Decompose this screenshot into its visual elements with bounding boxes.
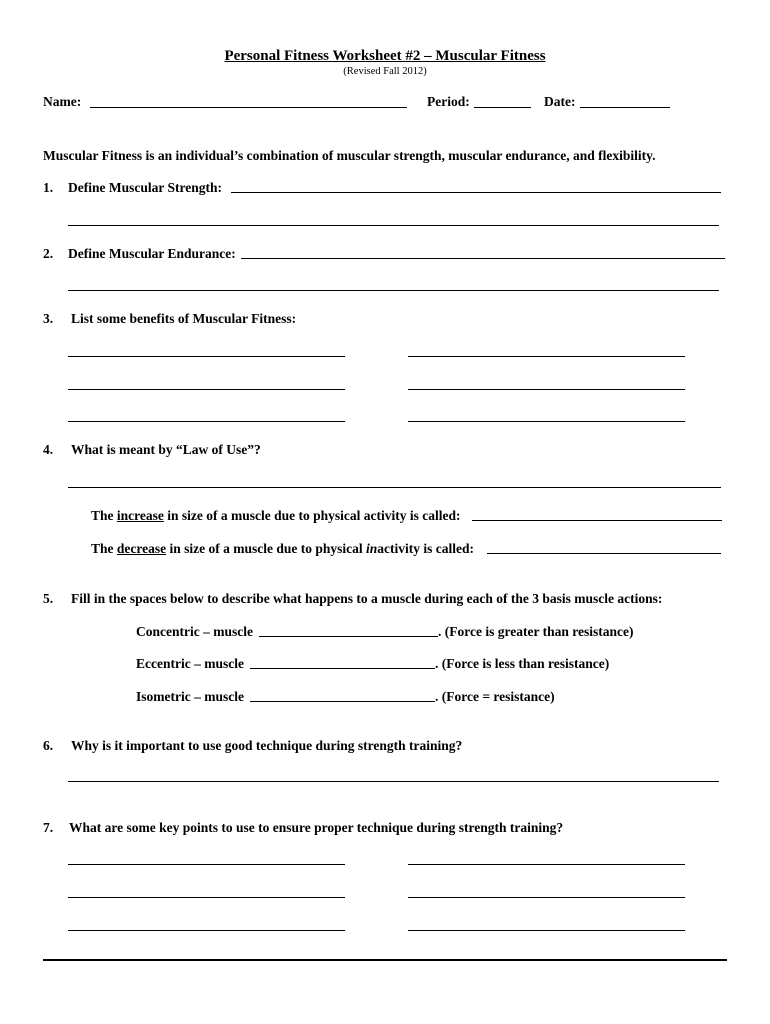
q5-isometric-note: . (Force = resistance) bbox=[435, 689, 555, 704]
q3-answer-line[interactable] bbox=[68, 389, 345, 390]
q5-concentric-note: . (Force is greater than resistance) bbox=[438, 624, 634, 639]
q3-answer-line[interactable] bbox=[408, 389, 685, 390]
q5-concentric-answer-line[interactable] bbox=[259, 636, 438, 637]
q2-answer-line[interactable] bbox=[241, 258, 725, 259]
q4-increase-answer-line[interactable] bbox=[472, 520, 722, 521]
date-field[interactable] bbox=[580, 107, 670, 108]
q4-increase-word: increase bbox=[116, 508, 164, 523]
q2-number: 2. bbox=[43, 246, 54, 261]
q4-decrease-mid: in size of a muscle due to physical bbox=[166, 541, 367, 556]
q6-number: 6. bbox=[43, 738, 54, 753]
q1-number: 1. bbox=[43, 180, 54, 195]
intro-text: Muscular Fitness is an individual’s combination of muscular strength, muscular endurance, and flexibility. bbox=[43, 148, 656, 163]
worksheet-title: Personal Fitness Worksheet #2 – Muscular Fitness bbox=[224, 48, 546, 64]
q7-answer-line[interactable] bbox=[408, 897, 685, 898]
q7-answer-line[interactable] bbox=[68, 930, 345, 931]
q7-text: What are some key points to use to ensure proper technique during strength training? bbox=[69, 820, 564, 835]
q4-increase-prompt bbox=[91, 508, 461, 524]
q6-text: Why is it important to use good technique during strength training? bbox=[71, 738, 463, 753]
q7-answer-line[interactable] bbox=[68, 897, 345, 898]
q2-text: Define Muscular Endurance: bbox=[68, 246, 236, 261]
q2-answer-line[interactable] bbox=[68, 290, 719, 291]
q1-text: Define Muscular Strength: bbox=[68, 180, 222, 195]
q4-decrease-in: in bbox=[366, 541, 378, 556]
name-label: Name: bbox=[43, 94, 82, 109]
q1-answer-line[interactable] bbox=[68, 225, 719, 226]
q3-answer-line[interactable] bbox=[408, 356, 685, 357]
q3-text: List some benefits of Muscular Fitness: bbox=[71, 311, 297, 326]
q3-answer-line[interactable] bbox=[68, 356, 345, 357]
q4-decrease-prompt bbox=[91, 541, 474, 557]
q4-decrease-answer-line[interactable] bbox=[487, 553, 721, 554]
q5-eccentric-answer-line[interactable] bbox=[250, 668, 435, 669]
q3-answer-line[interactable] bbox=[408, 421, 685, 422]
q4-decrease-post: activity is called: bbox=[377, 541, 475, 556]
q7-number: 7. bbox=[43, 820, 54, 835]
q5-concentric-label: Concentric – muscle bbox=[136, 624, 253, 639]
q5-eccentric-note: . (Force is less than resistance) bbox=[435, 656, 610, 671]
q1-answer-line[interactable] bbox=[231, 192, 721, 193]
q5-number: 5. bbox=[43, 591, 54, 606]
q5-text: Fill in the spaces below to describe what happens to a muscle during each of the 3 basis muscle actions: bbox=[71, 591, 663, 606]
footer-divider bbox=[43, 959, 727, 961]
q4-increase-post: in size of a muscle due to physical activity is called: bbox=[163, 508, 461, 523]
worksheet-subtitle: (Revised Fall 2012) bbox=[343, 66, 427, 77]
q3-number: 3. bbox=[43, 311, 54, 326]
period-label: Period: bbox=[427, 94, 470, 109]
q7-answer-line[interactable] bbox=[408, 864, 685, 865]
q4-decrease-word: decrease bbox=[116, 541, 167, 556]
q6-answer-line[interactable] bbox=[68, 781, 719, 782]
q5-eccentric-label: Eccentric – muscle bbox=[136, 656, 244, 671]
q4-text: What is meant by “Law of Use”? bbox=[71, 442, 261, 457]
q5-isometric-label: Isometric – muscle bbox=[136, 689, 244, 704]
q4-number: 4. bbox=[43, 442, 54, 457]
q4-decrease-pre: The bbox=[91, 541, 117, 556]
q7-answer-line[interactable] bbox=[68, 864, 345, 865]
q3-answer-line[interactable] bbox=[68, 421, 345, 422]
q5-isometric-answer-line[interactable] bbox=[250, 701, 435, 702]
q4-increase-pre: The bbox=[91, 508, 117, 523]
q7-answer-line[interactable] bbox=[408, 930, 685, 931]
date-label: Date: bbox=[544, 94, 576, 109]
q4-answer-line[interactable] bbox=[68, 487, 721, 488]
period-field[interactable] bbox=[474, 107, 531, 108]
name-field[interactable] bbox=[90, 107, 407, 108]
